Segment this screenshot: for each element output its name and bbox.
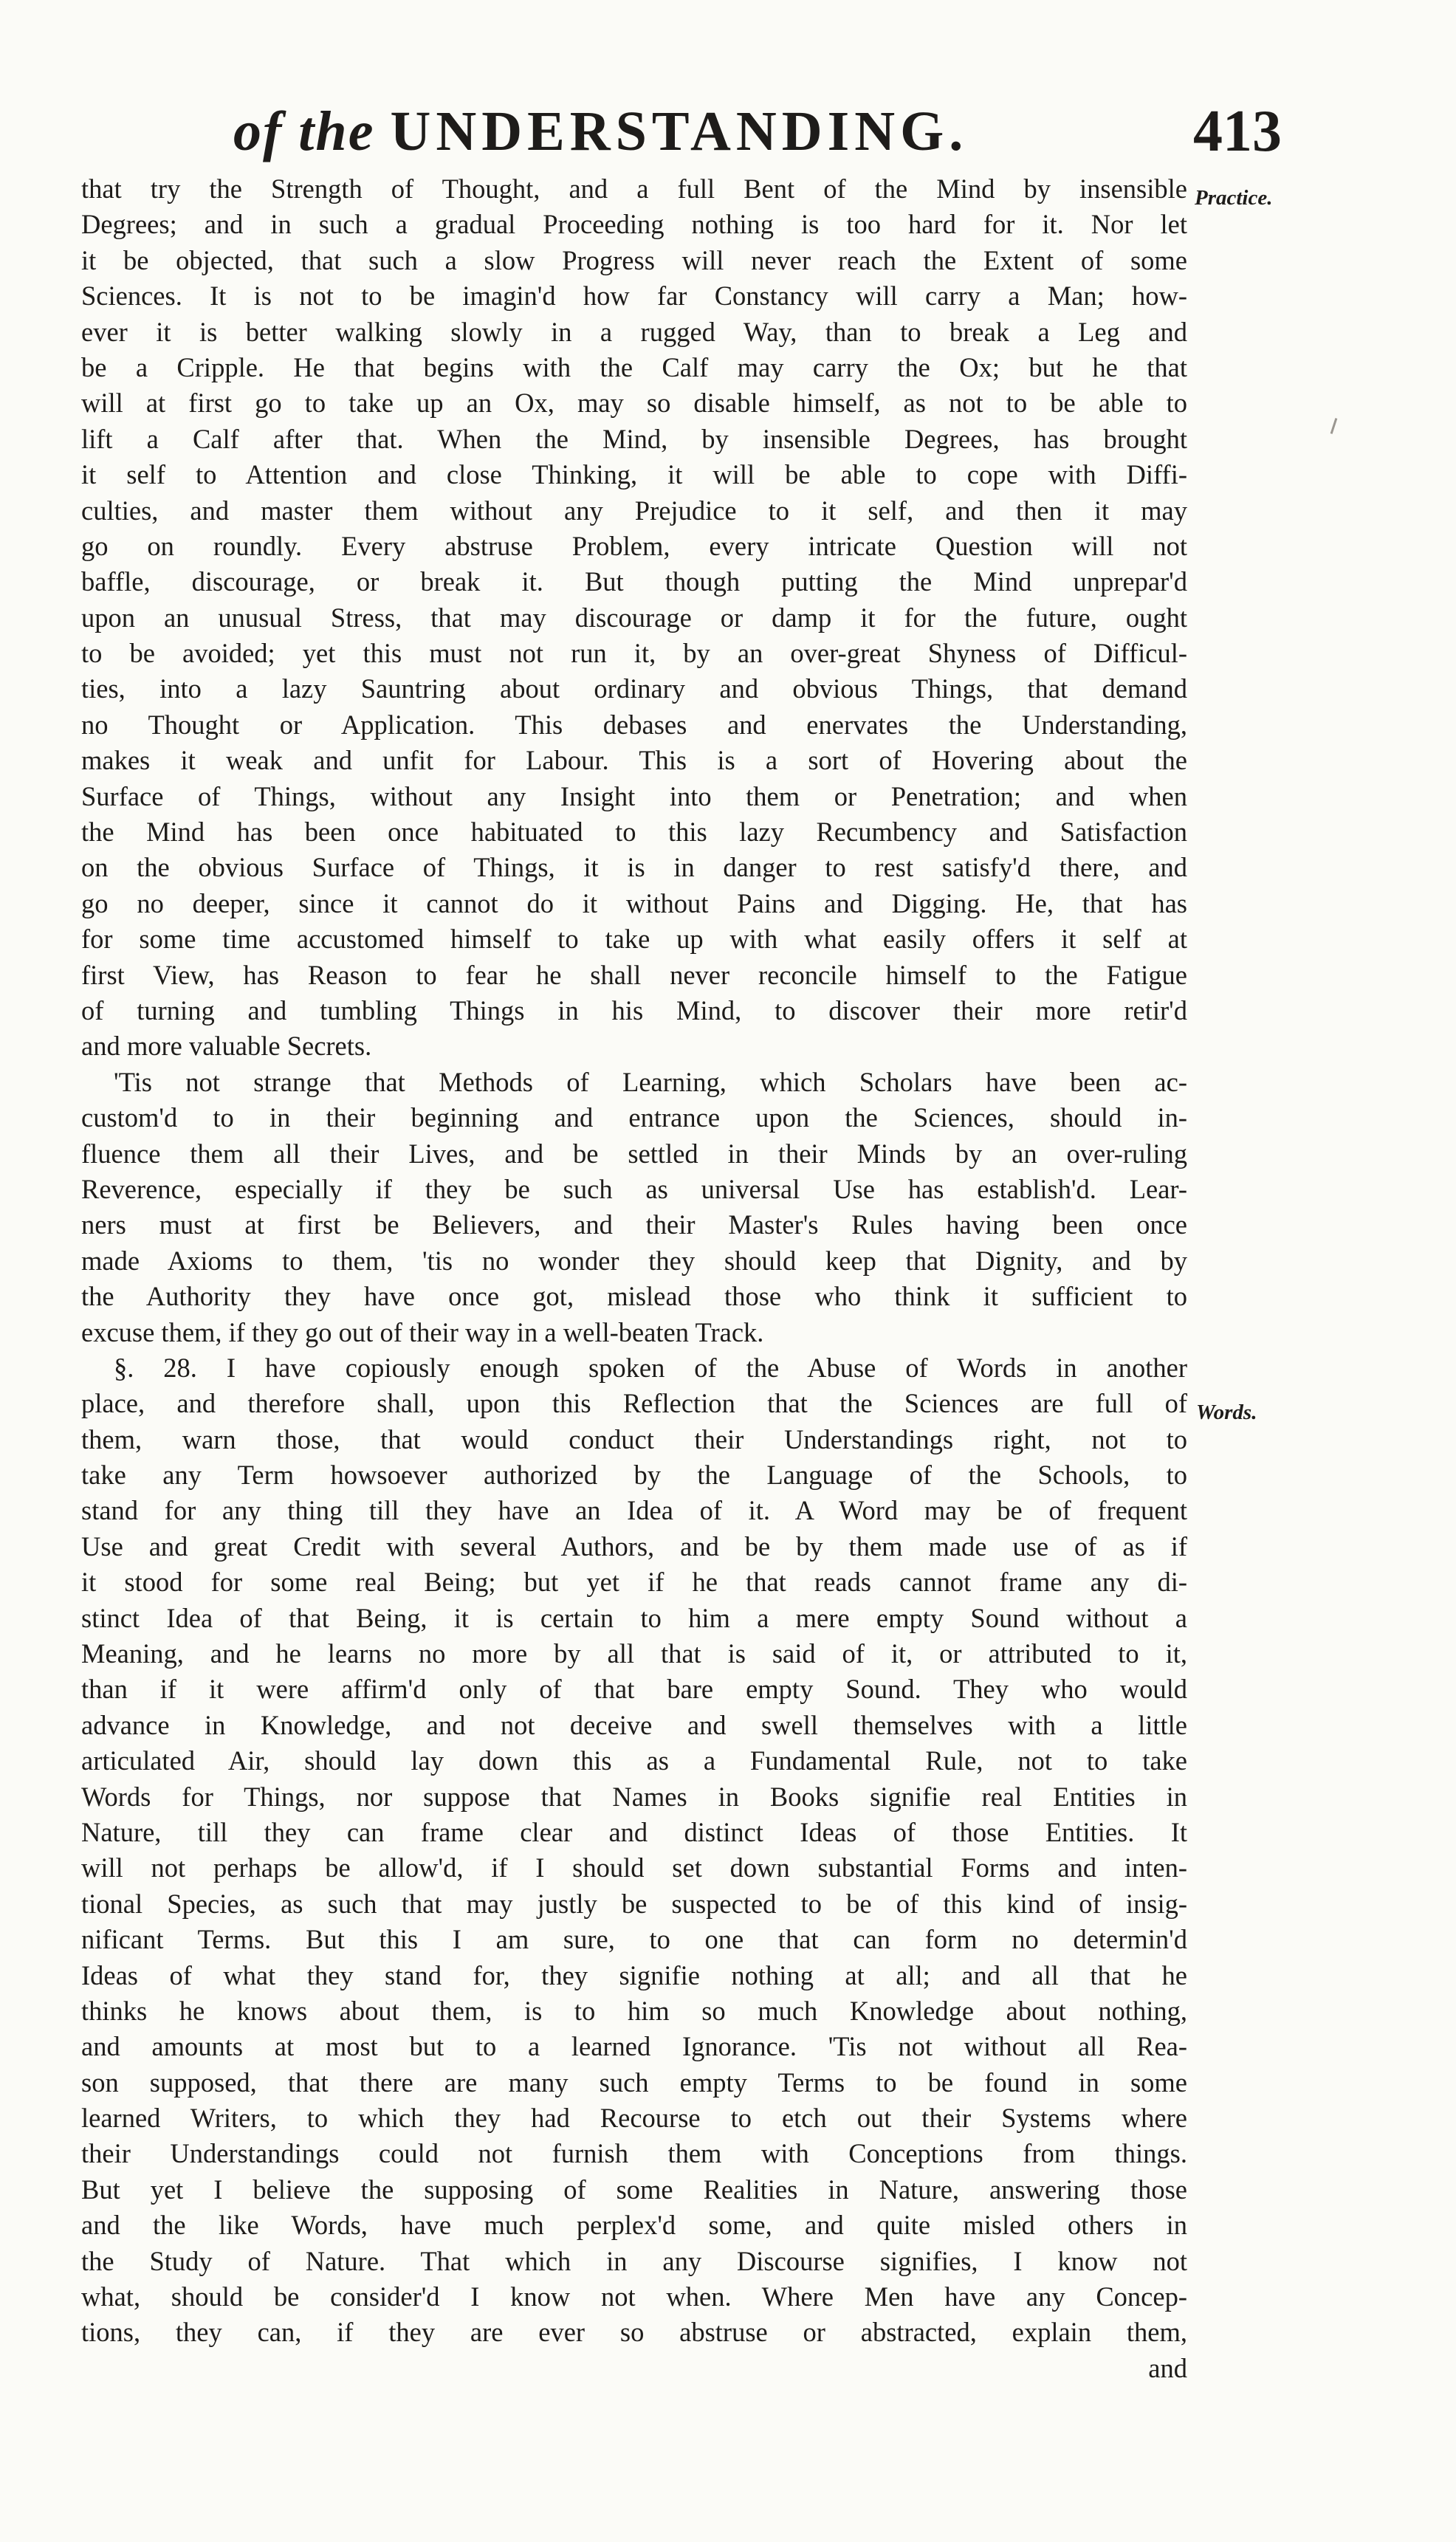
text-line: excuse them, if they go out of their way in a well-beaten Track. [81, 1316, 764, 1347]
text-line: learned Writers, to which they had Recourse to etch out their Systems where [81, 2103, 1187, 2134]
text-line: culties, and master them without any Prejudice to it self, and then it may [81, 495, 1187, 526]
text-line: Sciences. It is not to be imagin'd how far Constancy will carry a Man; how- [81, 281, 1187, 312]
text-line: thinks he knows about them, is to him so much Knowledge about nothing, [81, 1995, 1187, 2026]
page-header [233, 95, 1282, 168]
text-line: the Mind has been once habituated to this lazy Recumbency and Satisfaction [81, 817, 1187, 848]
text-line: will not perhaps be allow'd, if I should set down substantial Forms and inten- [81, 1852, 1187, 1883]
text-line: articulated Air, should lay down this as a Fundamental Rule, not to take [81, 1745, 1187, 1776]
text-line: advance in Knowledge, and not deceive and swell themselves with a little [81, 1709, 1187, 1740]
text-line: makes it weak and unfit for Labour. This is a sort of Hovering about the [81, 745, 1187, 776]
text-line: upon an unusual Stress, that may discourage or damp it for the future, ought [81, 602, 1187, 633]
text-line: go on roundly. Every abstruse Problem, every intricate Question will not [81, 530, 1187, 561]
text-line: tional Species, as such that may justly be suspected to be of this kind of insig- [81, 1888, 1187, 1919]
text-line: place, and therefore shall, upon this Reflection that the Sciences are full of [81, 1388, 1187, 1419]
body-text [81, 171, 1187, 2386]
text-line: for some time accustomed himself to take up with what easily offers it self at [81, 924, 1187, 955]
text-line: stinct Idea of that Being, it is certain to him a mere empty Sound without a [81, 1602, 1187, 1633]
text-line: it stood for some real Being; but yet if he that reads cannot frame any di- [81, 1567, 1187, 1598]
margin-note-practice: Practice. [1195, 186, 1273, 210]
text-line: it self to Attention and close Thinking, it will be able to cope with Diffi- [81, 459, 1187, 490]
text-line: Words for Things, nor suppose that Names in Books signifie real Entities in [81, 1781, 1187, 1812]
text-line: and more valuable Secrets. [81, 1031, 372, 1062]
margin-note-words: Words. [1196, 1401, 1257, 1424]
text-line: Ideas of what they stand for, they signifie nothing at all; and all that he [81, 1959, 1187, 1990]
text-line: and amounts at most but to a learned Ignorance. 'Tis not without all Rea- [81, 2031, 1187, 2062]
text-line: stand for any thing till they have an Idea of it. A Word may be of frequent [81, 1495, 1187, 1526]
text-line: tions, they can, if they are ever so abstruse or abstracted, explain them, [81, 2317, 1187, 2348]
text-line: what, should be consider'd I know not when. Where Men have any Concep- [81, 2281, 1187, 2312]
text-line: and the like Words, have much perplex'd some, and quite misled others in [81, 2210, 1187, 2241]
text-line: son supposed, that there are many such empty Terms to be found in some [81, 2067, 1187, 2098]
text-line: nificant Terms. But this I am sure, to one that can form no determin'd [81, 1924, 1187, 1955]
text-line: 'Tis not strange that Methods of Learning, which Scholars have been ac- [114, 1066, 1187, 1097]
text-line: take any Term howsoever authorized by the Language of the Schools, to [81, 1460, 1187, 1491]
text-line: But yet I believe the supposing of some Realities in Nature, answering those [81, 2174, 1187, 2205]
text-line: ties, into a lazy Sauntring about ordinary and obvious Things, that demand [81, 673, 1187, 704]
text-line: custom'd to in their beginning and entrance upon the Sciences, should in- [81, 1102, 1187, 1133]
text-line: go no deeper, since it cannot do it without Pains and Digging. He, that has [81, 887, 1187, 918]
running-title [233, 95, 968, 168]
text-line: baffle, discourage, or break it. But though putting the Mind unprepar'd [81, 566, 1187, 597]
running-title-main: UNDERSTANDING. [390, 100, 969, 162]
text-line: Use and great Credit with several Authors, and be by them made use of as if [81, 1531, 1187, 1562]
text-line: to be avoided; yet this must not run it, by an over-great Shyness of Difficul- [81, 638, 1187, 669]
text-line: of turning and tumbling Things in his Mind, to discover their more retir'd [81, 995, 1187, 1026]
text-line: them, warn those, that would conduct their Understandings right, not to [81, 1423, 1187, 1454]
text-line: their Understandings could not furnish them with Conceptions from things. [81, 2138, 1187, 2169]
text-line: than if it were affirm'd only of that bare empty Sound. They who would [81, 1674, 1187, 1705]
text-line: ever it is better walking slowly in a rugged Way, than to break a Leg and [81, 316, 1187, 347]
margin-pencil-mark [1330, 418, 1338, 434]
text-line: Surface of Things, without any Insight into them or Penetration; and when [81, 780, 1187, 811]
text-line: Degrees; and in such a gradual Proceeding nothing is too hard for it. Nor let [81, 209, 1187, 240]
text-line: the Authority they have once got, mislead those who think it sufficient to [81, 1281, 1187, 1312]
text-line: be a Cripple. He that begins with the Calf may carry the Ox; but he that [81, 351, 1187, 382]
catchword: and [1148, 2352, 1187, 2383]
text-line: Meaning, and he learns no more by all that is said of it, or attributed to it, [81, 1638, 1187, 1669]
text-line: the Study of Nature. That which in any Discourse signifies, I know not [81, 2245, 1187, 2276]
text-line: first View, has Reason to fear he shall never reconcile himself to the Fatigue [81, 959, 1187, 990]
text-line: that try the Strength of Thought, and a full Bent of the Mind by insensible [81, 174, 1187, 204]
text-line: it be objected, that such a slow Progress will never reach the Extent of some [81, 244, 1187, 275]
text-line: on the obvious Surface of Things, it is in danger to rest satisfy'd there, and [81, 852, 1187, 883]
text-line: will at first go to take up an Ox, may so disable himself, as not to be able to [81, 388, 1187, 419]
text-line: fluence them all their Lives, and be settled in their Minds by an over-ruling [81, 1138, 1187, 1169]
text-line: Nature, till they can frame clear and distinct Ideas of those Entities. It [81, 1816, 1187, 1847]
text-line: ners must at first be Believers, and their Master's Rules having been once [81, 1209, 1187, 1240]
text-line: Reverence, especially if they be such as universal Use has establish'd. Lear- [81, 1173, 1187, 1204]
text-line: no Thought or Application. This debases and enervates the Understanding, [81, 709, 1187, 740]
text-line: lift a Calf after that. When the Mind, by insensible Degrees, has brought [81, 423, 1187, 454]
text-line: made Axioms to them, 'tis no wonder they should keep that Dignity, and by [81, 1245, 1187, 1276]
running-title-prefix: of the [233, 100, 391, 162]
text-line: §. 28. I have copiously enough spoken of the Abuse of Words in another [114, 1352, 1187, 1383]
page-number: 413 [1193, 99, 1282, 164]
